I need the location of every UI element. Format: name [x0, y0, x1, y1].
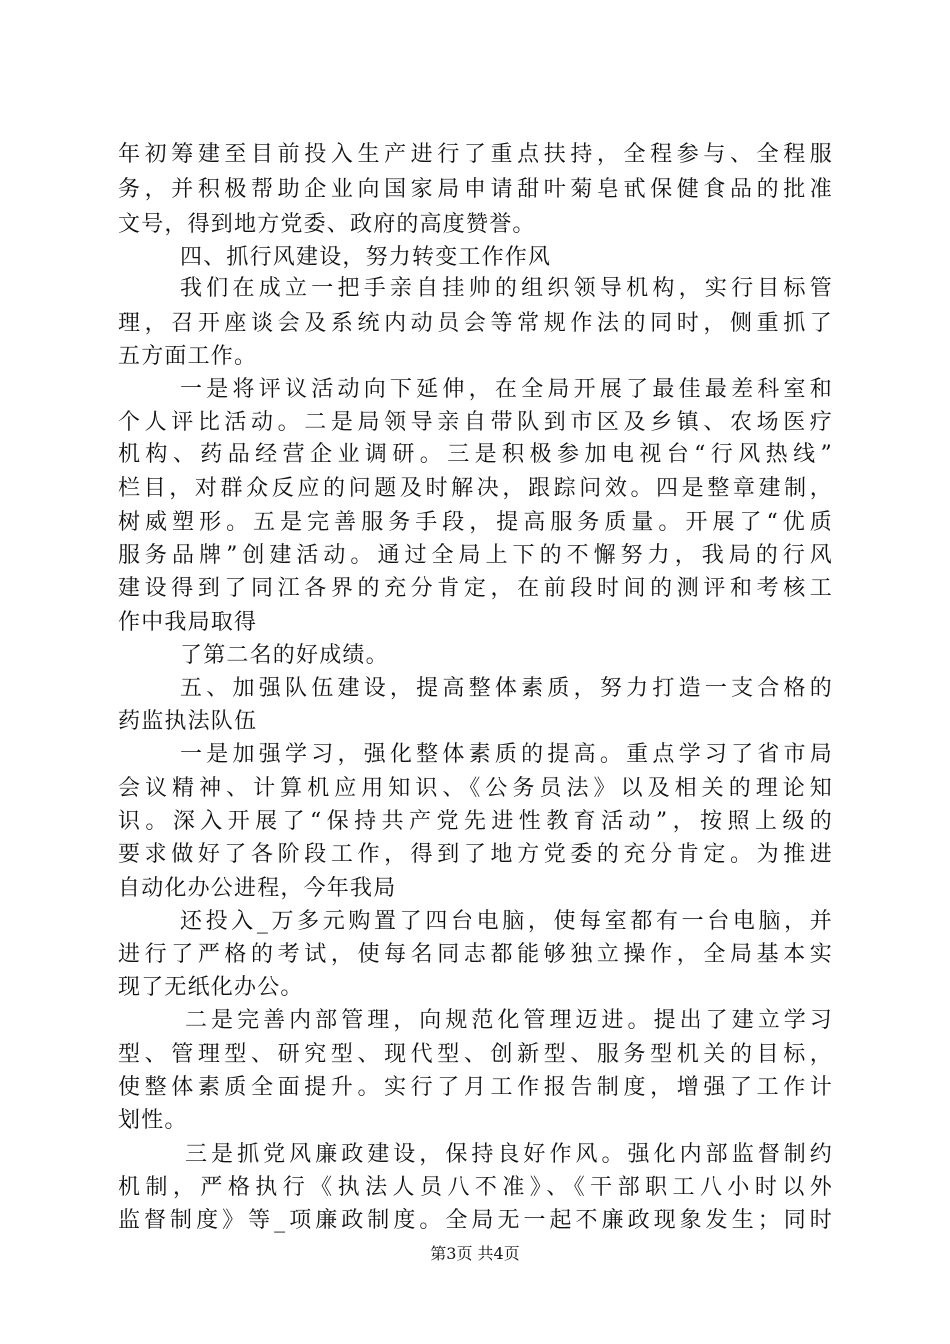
text-line: 年初筹建至目前投入生产进行了重点扶持，全程参与、全程服 [118, 142, 833, 167]
text-line: 务，并积极帮助企业向国家局申请甜叶菊皂甙保健食品的批准 [118, 177, 833, 202]
text-line: 建设得到了同江各界的充分肯定，在前段时间的测评和考核工 [118, 576, 833, 601]
text-line: 理，召开座谈会及系统内动员会等常规作法的同时，侧重抓了 [118, 311, 833, 336]
text-line: 药监执法队伍 [118, 709, 258, 734]
text-line: 要求做好了各阶段工作，得到了地方党委的充分肯定。为推进 [118, 842, 833, 867]
text-line: 自动化办公进程，今年我局 [118, 876, 397, 901]
text-line: 四、抓行风建设，努力转变工作作风 [180, 245, 552, 270]
text-line: 我们在成立一把手亲自挂帅的组织领导机构，实行目标管 [180, 276, 833, 301]
text-line: 现了无纸化办公。 [118, 975, 304, 1000]
text-line: 五方面工作。 [118, 344, 258, 369]
text-line: 机构、药品经营企业调研。三是积极参加电视台“行风热线” [118, 442, 833, 467]
text-line: 文号，得到地方党委、政府的高度赞誉。 [118, 212, 536, 237]
text-line: 了第二名的好成绩。 [180, 643, 389, 668]
text-line: 监督制度》等_项廉政制度。全局无一起不廉政现象发生；同时 [118, 1208, 833, 1233]
text-line: 作中我局取得 [118, 610, 258, 635]
text-line: 会议精神、计算机应用知识、《公务员法》以及相关的理论知 [118, 776, 833, 801]
text-line: 进行了严格的考试，使每名同志都能够独立操作，全局基本实 [118, 942, 833, 967]
text-line: 服务品牌”创建活动。通过全局上下的不懈努力，我局的行风 [118, 543, 833, 568]
text-line: 划性。 [118, 1108, 188, 1133]
text-line: 栏目，对群众反应的问题及时解决，跟踪问效。四是整章建制， [118, 476, 833, 501]
text-line: 识。深入开展了“保持共产党先进性教育活动”，按照上级的 [118, 809, 833, 834]
page-footer: 第3页 共4页 [430, 1244, 520, 1263]
text-line: 树威塑形。五是完善服务手段，提高服务质量。开展了“优质 [118, 510, 833, 535]
text-line: 一是加强学习，强化整体素质的提高。重点学习了省市局 [180, 742, 833, 767]
text-line: 一是将评议活动向下延伸，在全局开展了最佳最差科室和 [180, 377, 833, 402]
text-line: 机制，严格执行《执法人员八不准》、《干部职工八小时以外 [118, 1175, 833, 1200]
text-line: 二是完善内部管理，向规范化管理迈进。提出了建立学习 [185, 1008, 833, 1033]
text-line: 型、管理型、研究型、现代型、创新型、服务型机关的目标， [118, 1042, 833, 1067]
text-line: 五、加强队伍建设，提高整体素质，努力打造一支合格的 [180, 676, 833, 701]
text-line: 个人评比活动。二是局领导亲自带队到市区及乡镇、农场医疗 [118, 410, 833, 435]
text-line: 还投入_万多元购置了四台电脑，使每室都有一台电脑，并 [180, 909, 833, 934]
text-line: 三是抓党风廉政建设，保持良好作风。强化内部监督制约 [185, 1142, 833, 1167]
text-line: 使整体素质全面提升。实行了月工作报告制度，增强了工作计 [118, 1075, 833, 1100]
